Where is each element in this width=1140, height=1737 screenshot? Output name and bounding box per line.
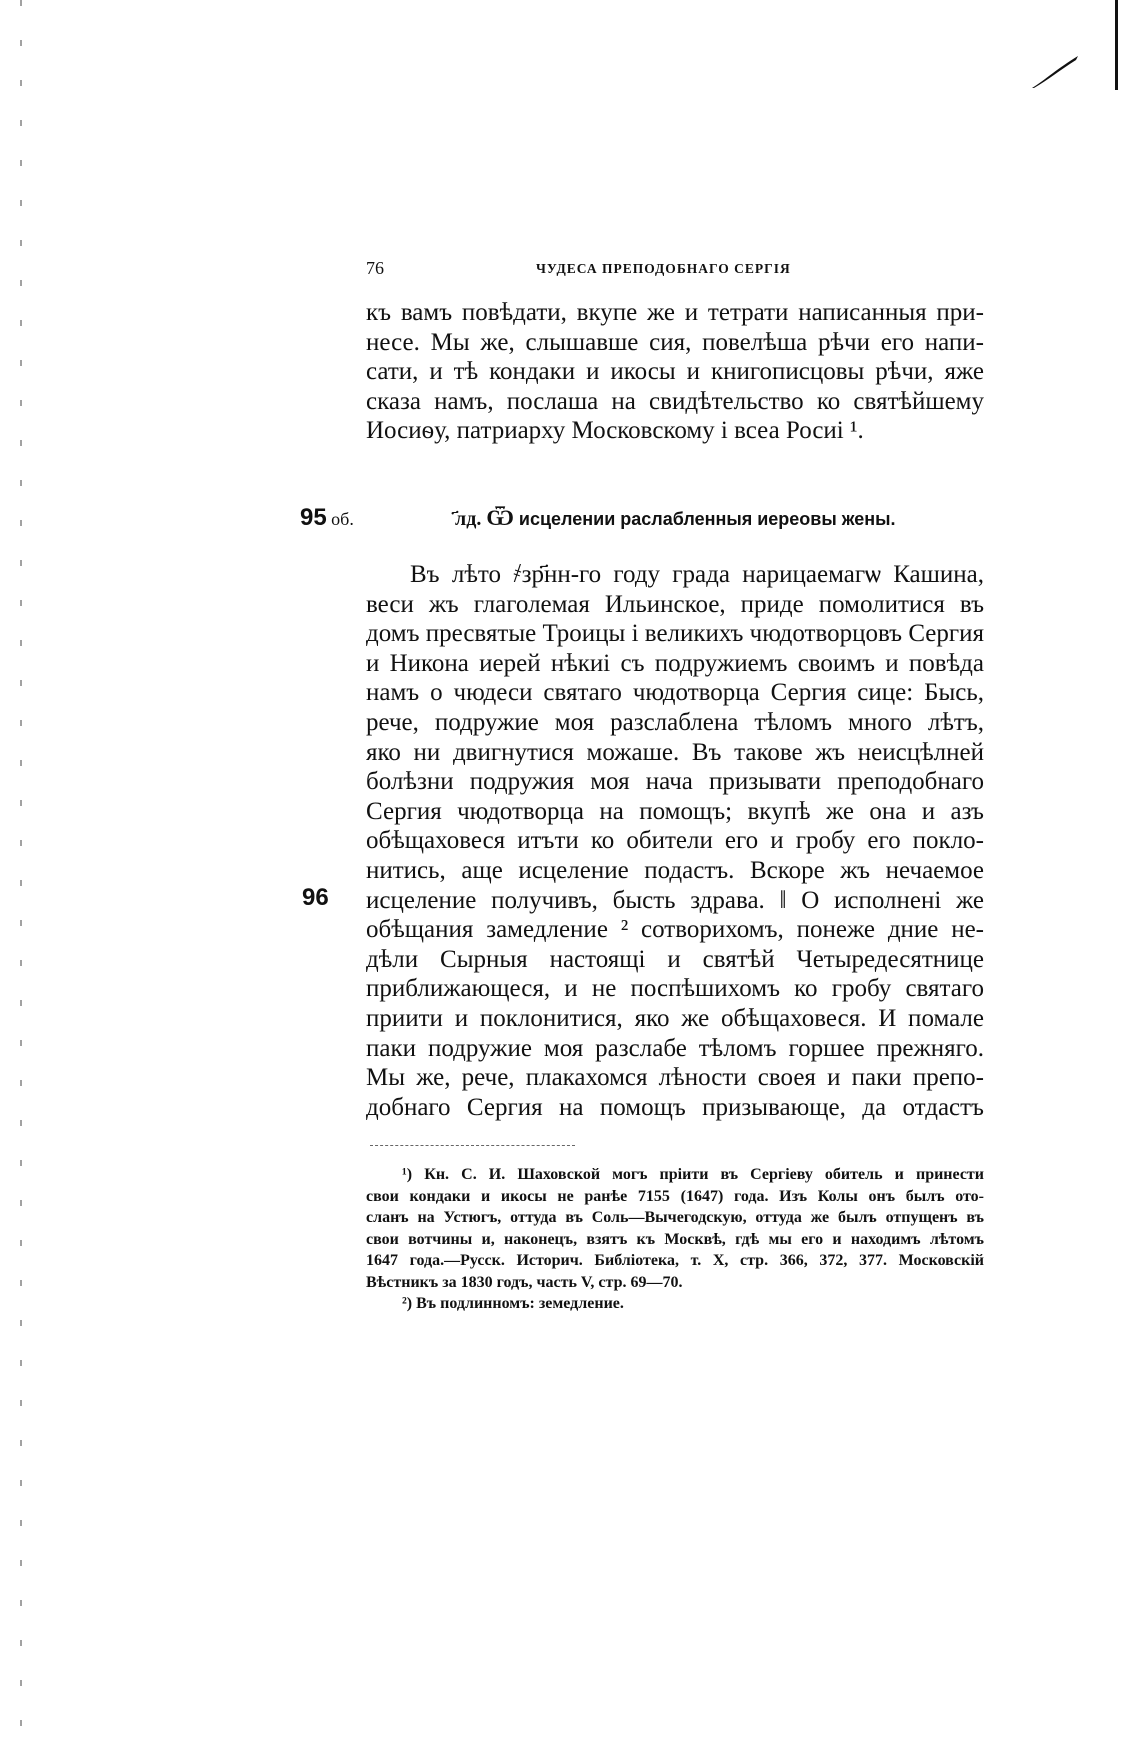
text-line: сати, и тѣ кондаки и икосы и книгописцовы рѣчи, яже <box>366 358 984 386</box>
running-title: ЧУДЕСА ПРЕПОДОБНАГО СЕРГІЯ <box>536 261 791 276</box>
footnote-line: свои кондаки и икосы не ранѣе 7155 (1647) года. Изъ Колы онъ былъ ото- <box>366 1187 984 1205</box>
text-line: обѣщания замедление ² сотворихомъ, понеже дние не- <box>366 916 984 944</box>
text-line: приити и поклонитися, яко же обѣщаховеся. И помале <box>366 1004 984 1032</box>
paragraph-top <box>366 298 984 446</box>
text-line: сказа намъ, послаша на свидѣтельство ко святѣйшему <box>366 387 984 415</box>
scan-edge-left <box>20 0 22 1737</box>
footnote-line: ¹) Кн. С. И. Шаховской могъ пріити въ Сергіеву обитель и принести <box>402 1166 984 1183</box>
section-heading <box>455 505 975 533</box>
text-line: къ вамъ повѣдати, вкупе же и тетрати написанныя при- <box>366 299 984 326</box>
margin-note-folio-95 <box>300 504 354 532</box>
scan-mark-stroke <box>1030 50 1080 90</box>
footnotes <box>366 1164 984 1315</box>
folio-95-suffix: об. <box>331 509 354 529</box>
paragraph-main <box>366 560 984 1122</box>
text-line: исцеление получивъ, бысть здрава. ‖ О исполнені же <box>366 886 984 914</box>
section-prefix: Ѿ <box>486 505 514 530</box>
section-number: ҃лд. <box>455 508 482 530</box>
text-line: веси жъ глаголемая Ильинское, приде помолитися въ <box>366 590 984 618</box>
footnote-line: ²) Въ подлинномъ: земедление. <box>402 1295 624 1312</box>
text-line: несе. Мы же, слышавше сия, повелѣша рѣчи его напи- <box>366 328 984 356</box>
text-line: паки подружие моя разслабе тѣломъ горшее прежняго. <box>366 1034 984 1062</box>
text-line: нитись, аще исцеление подастъ. Вскоре жъ нечаемое <box>366 856 984 884</box>
footnote-line: свои вотчины и, наконецъ, взятъ къ Москвѣ, гдѣ мы его и находимъ лѣтомъ <box>366 1230 984 1248</box>
page-number: 76 <box>366 258 384 278</box>
text-line: Въ лѣто ҂зр҃нн-го году града нарицаемагѡ Кашина, <box>410 561 984 588</box>
text-line: Иосиѳу, патриарху Московскому і всеа Росиі ¹. <box>366 417 864 445</box>
running-head <box>366 258 986 282</box>
footnote-line: сланъ на Устюгъ, оттуда въ Соль—Вычегодскую, оттуда же былъ отпущенъ въ <box>366 1209 984 1226</box>
text-line: приближающеся, и не поспѣшихомъ ко гробу святаго <box>366 975 984 1003</box>
footnote-line: 1647 года.—Русск. Историч. Библіотека, т. X, стр. 366, 372, 377. Московскій <box>366 1252 984 1269</box>
text-line: добнаго Сергия на помощъ призывающе, да отдастъ <box>366 1093 984 1121</box>
footnote-line: Вѣстникъ за 1830 годъ, часть V, стр. 69—70. <box>366 1273 683 1291</box>
text-line: рече, подружие моя разслаблена тѣломъ много лѣтъ, <box>366 708 984 736</box>
margin-note-folio-96: 96 <box>302 884 329 911</box>
footnote-divider <box>370 1145 575 1146</box>
section-title: исцелении раслабленныя иереовы жены. <box>518 509 896 529</box>
text-line: обѣщаховеся итъти ко обители его и гробу его покло- <box>366 827 984 855</box>
text-line: и Никона иерей нѣкиі съ подружиемъ своимъ и повѣда <box>366 649 984 677</box>
folio-95-number: 95 <box>300 504 327 531</box>
text-line: Мы же, рече, плакахомся лѣности своея и паки препо- <box>366 1064 984 1092</box>
text-line: домъ пресвятые Троицы і великихъ чюдотворцовъ Сергия <box>366 620 985 648</box>
text-line: намъ о чюдеси святаго чюдотворца Сергия сице: Бысь, <box>366 679 984 707</box>
text-line: Сергия чюдотворца на помощъ; вкупѣ же она и азъ <box>366 797 984 825</box>
text-line: болѣзни подружия моя нача призывати преподобнаго <box>366 768 984 796</box>
scan-edge-right <box>1115 0 1118 90</box>
text-line: дѣли Сырныя настоящі и святѣй Четыредесятнице <box>366 945 984 973</box>
text-line: яко ни двигнутися можаше. Въ такове жъ неисцѣлней <box>366 738 984 766</box>
